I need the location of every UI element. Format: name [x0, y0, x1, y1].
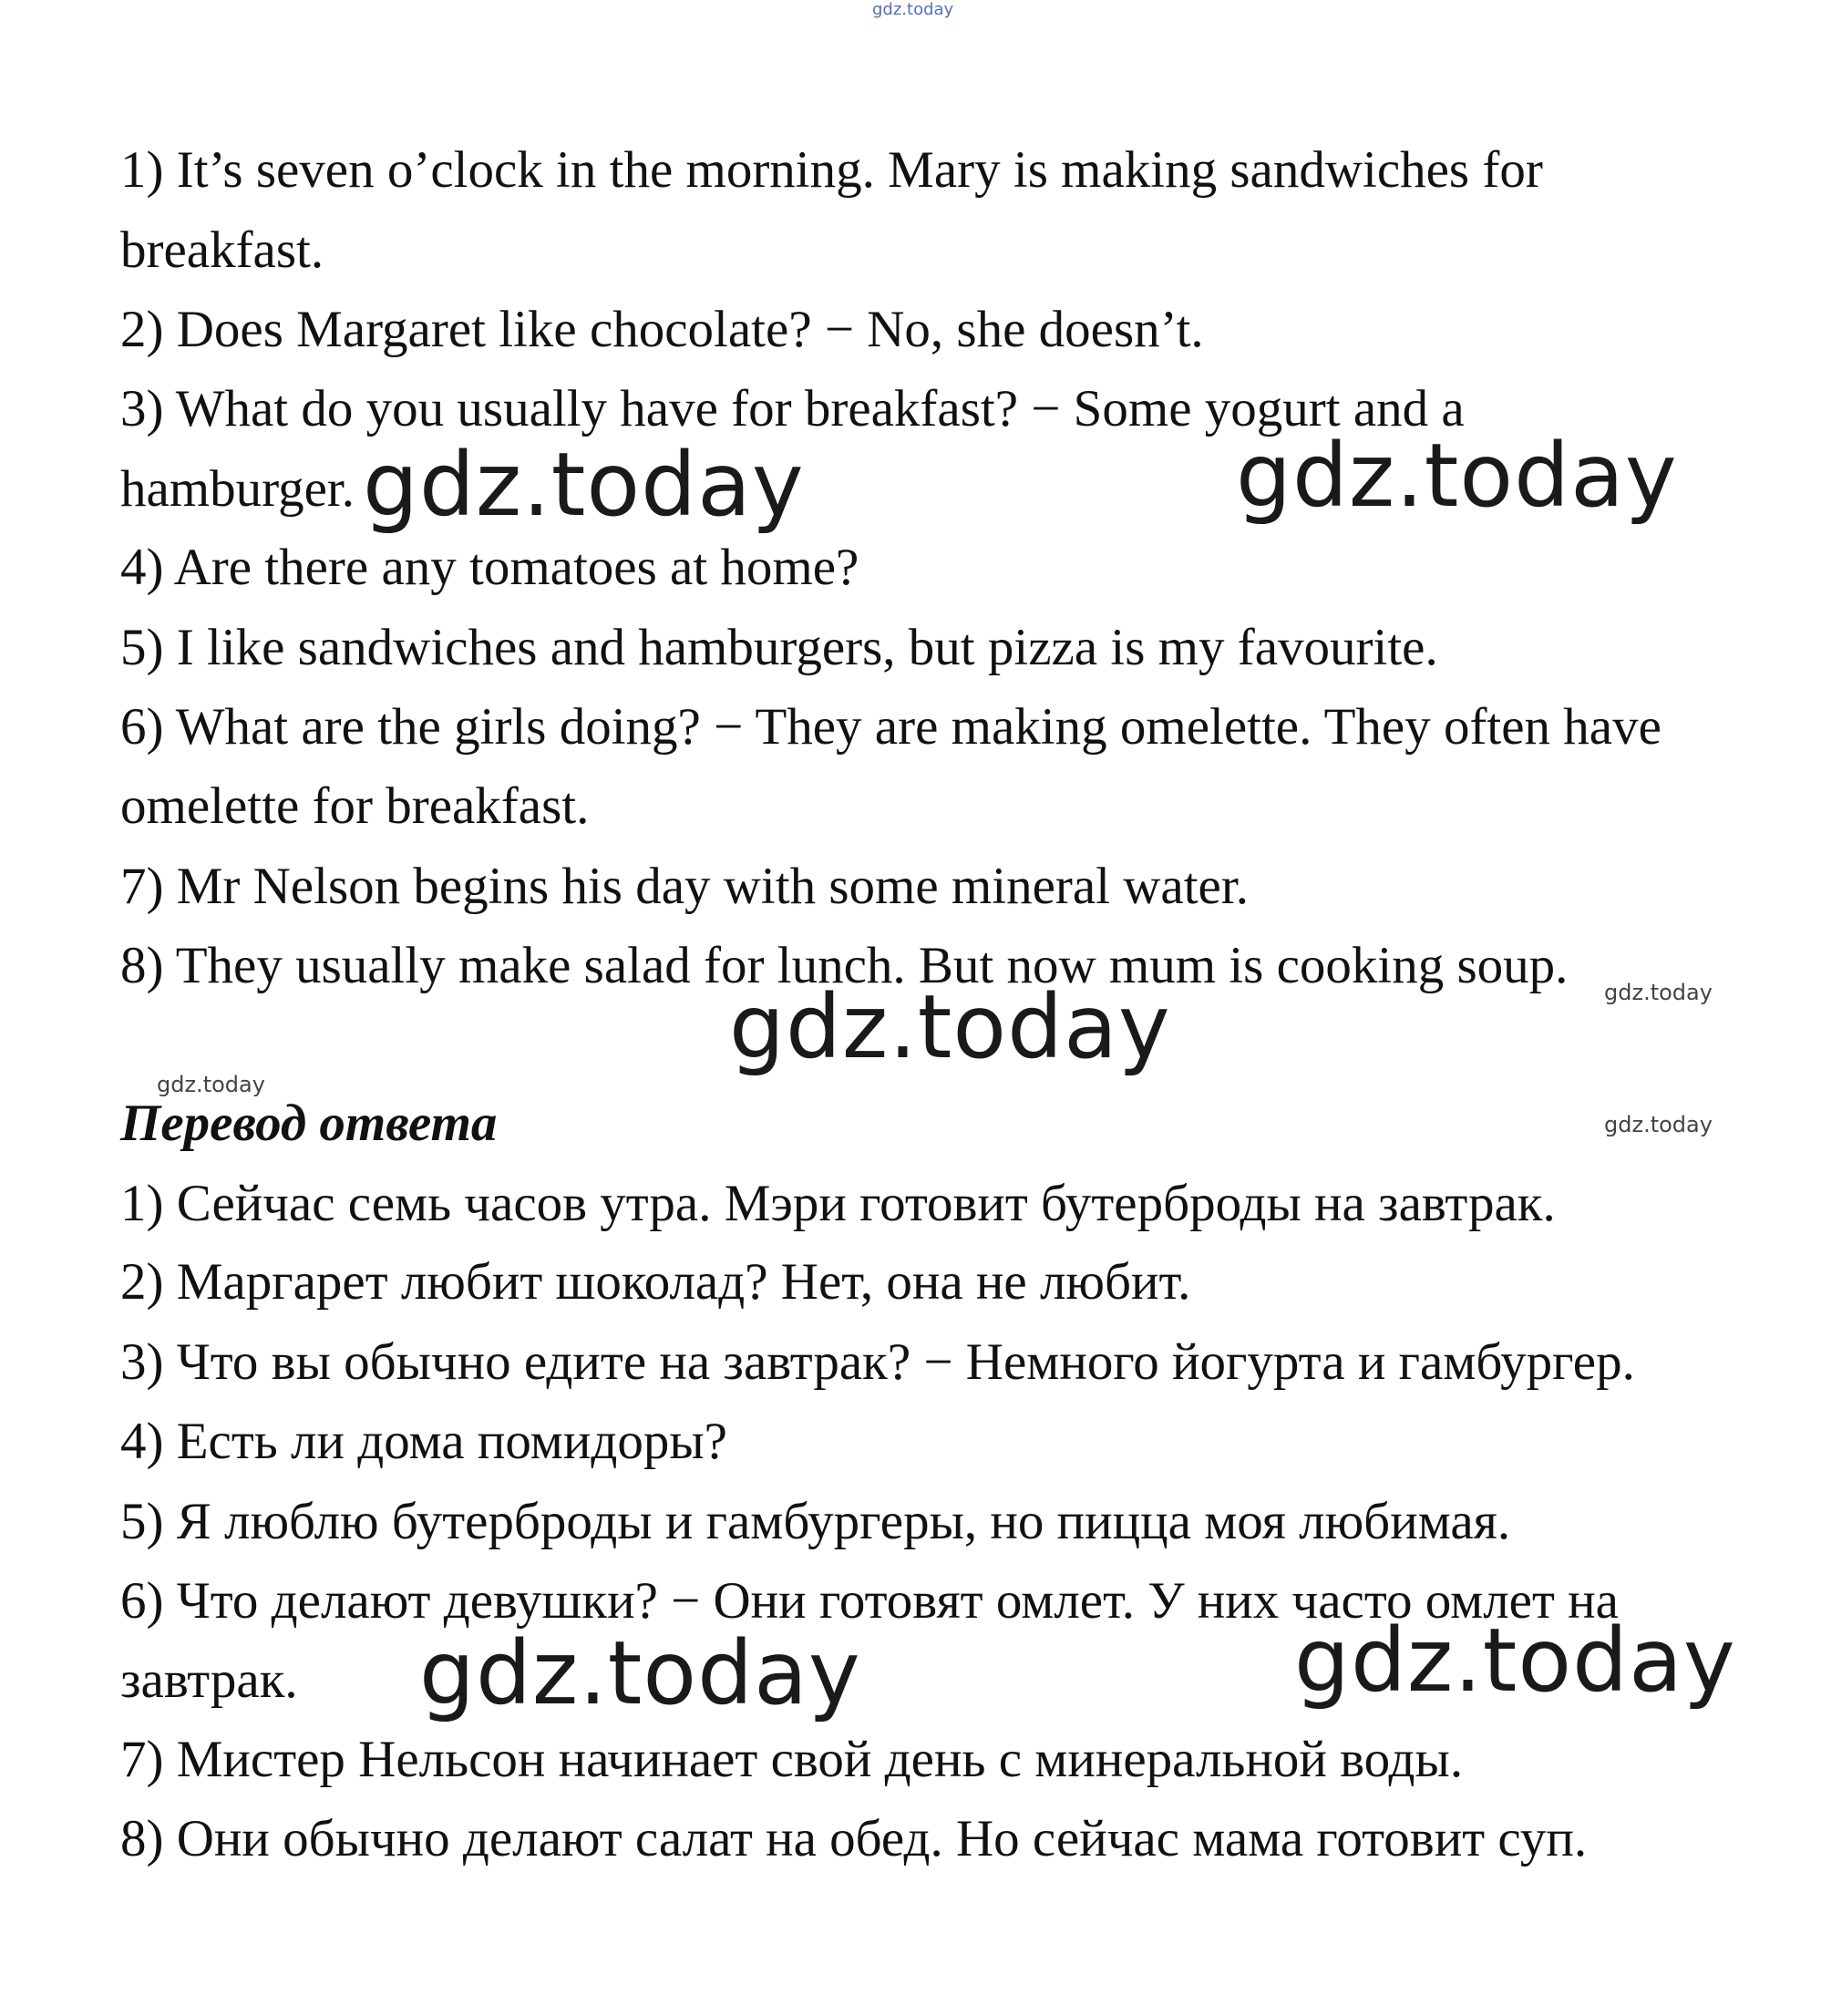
answer-line-4: 4) Are there any tomatoes at home?: [120, 539, 859, 596]
answer-line-8: 8) They usually make salad for lunch. But now mum is cooking soup.: [120, 937, 1569, 994]
answer-line-3: 3) What do you usually have for breakfast? − Some yogurt and a: [120, 380, 1465, 437]
answer-line-1-cont: breakfast.: [120, 221, 324, 279]
answer-line-7: 7) Mr Nelson begins his day with some mineral water.: [120, 858, 1249, 915]
watermark-small-3: gdz.today: [1604, 1112, 1713, 1137]
watermark-large-5: gdz.today: [1294, 1610, 1736, 1712]
answer-line-1: 1) It’s seven o’clock in the morning. Mary is making sandwiches for: [120, 141, 1543, 199]
answer-line-5: 5) I like sandwiches and hamburgers, but pizza is my favourite.: [120, 619, 1438, 676]
translation-line-6-cont: завтрак.: [120, 1651, 298, 1709]
answer-line-6: 6) What are the girls doing? − They are making omelette. They often have: [120, 698, 1662, 756]
watermark-large-1: gdz.today: [363, 434, 805, 536]
translation-line-8: 8) Они обычно делают салат на обед. Но сейчас мама готовит суп.: [120, 1810, 1588, 1867]
translation-line-1: 1) Сейчас семь часов утра. Мэри готовит бутерброды на завтрак.: [120, 1175, 1556, 1232]
answer-line-2: 2) Does Margaret like chocolate? − No, she doesn’t.: [120, 301, 1204, 358]
watermark-large-2: gdz.today: [1236, 425, 1678, 527]
translation-heading: Перевод ответа: [120, 1095, 498, 1152]
watermark-large-4: gdz.today: [419, 1622, 861, 1724]
translation-line-2: 2) Маргарет любит шоколад? Нет, она не любит.: [120, 1253, 1191, 1311]
top-watermark: gdz.today: [872, 0, 954, 19]
answer-line-6-cont: omelette for breakfast.: [120, 777, 590, 835]
translation-line-4: 4) Есть ли дома помидоры?: [120, 1413, 727, 1470]
watermark-small-1: gdz.today: [1604, 980, 1713, 1005]
watermark-small-2: gdz.today: [157, 1072, 265, 1097]
answer-line-3-cont: hamburger.: [120, 460, 355, 518]
translation-line-6: 6) Что делают девушки? − Они готовят омлет. У них часто омлет на: [120, 1572, 1619, 1630]
translation-line-5: 5) Я люблю бутерброды и гамбургеры, но пицца моя любимая.: [120, 1493, 1511, 1550]
watermark-large-3: gdz.today: [729, 976, 1171, 1078]
translation-line-3: 3) Что вы обычно едите на завтрак? − Немного йогурта и гамбургер.: [120, 1333, 1635, 1391]
translation-line-7: 7) Мистер Нельсон начинает свой день с минеральной воды.: [120, 1731, 1464, 1788]
